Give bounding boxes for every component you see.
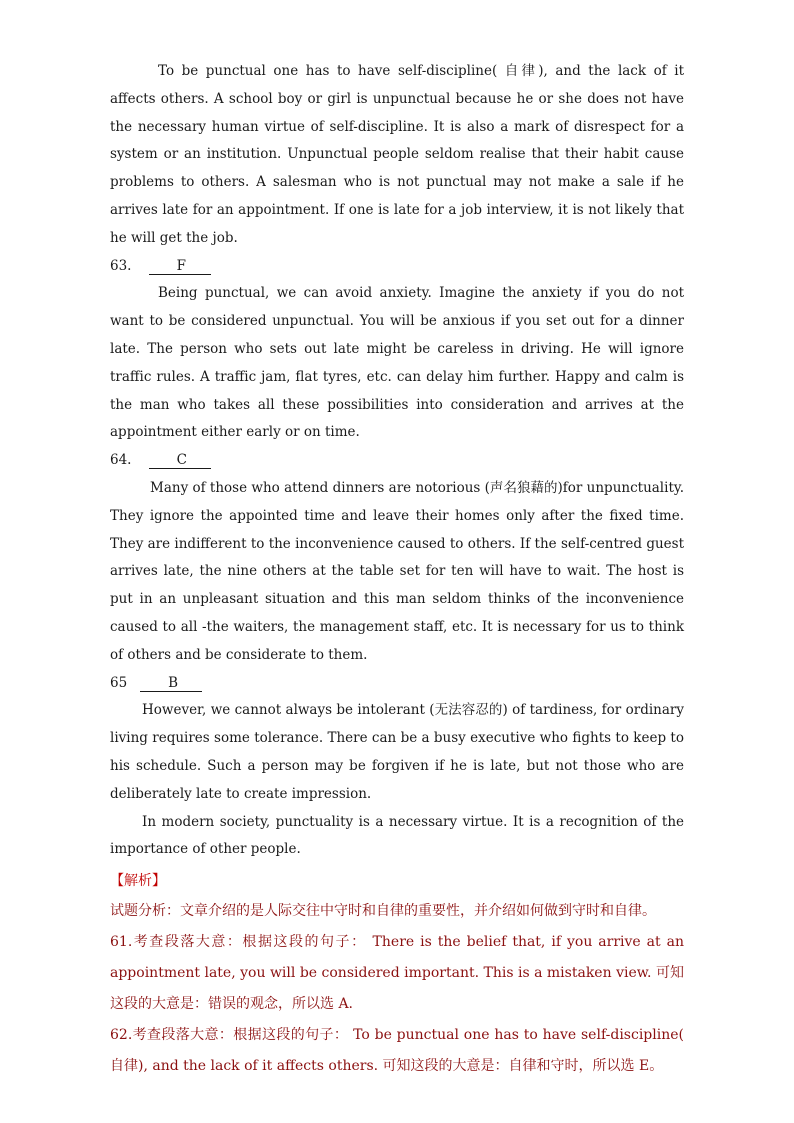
answer-blank-65: B (140, 675, 202, 692)
paragraph-self-discipline: To be punctual one has to have self-discipline( 自律), and the lack of it affects others. A school boy or girl is unpunctual because he or she does not have the necessary human virtue of self-discipline. It is also a mark of disrespect for a system or an institution. Unpunctual people seldom realise that their habit cause problems to others. A salesman who is not punctual may not make a sale if he arrives late for an appointment. If one is late for a job interview, it is not likely that he will get the job. (110, 63, 684, 246)
paragraph-avoid-anxiety: Being punctual, we can avoid anxiety. Imagine the anxiety if you do not want to be considered unpunctual. You will be anxious if you set out for a dinner late. The person who sets out late might be careless in driving. He will ignore traffic rules. A traffic jam, flat tyres, etc. can delay him further. Happy and calm is the man who takes all these possibilities into consideration and arrives at the appointment either early or on time. (110, 285, 684, 441)
document-page (110, 58, 684, 1082)
analysis-61: 61.考查段落大意：根据这段的句子： There is the belief that, if you arrive at an appointment late, you will be considered important. This is a mistaken view. 可知这段的大意是：错误的观念，所以选 A. (110, 933, 684, 1012)
question-number: 63. (110, 257, 132, 274)
answer-blank-64: C (149, 452, 211, 469)
question-number: 64. (110, 452, 132, 469)
question-number: 65 (110, 674, 128, 691)
paragraph-tolerance: However, we cannot always be intolerant (无法容忍的) of tardiness, for ordinary living requires some tolerance. There can be a busy executive who fights to keep to his schedule. Such a person may be forgiven if he is late, but not those who are deliberately late to create impression. (110, 702, 684, 802)
analysis-62: 62.考查段落大意：根据这段的句子： To be punctual one has to have self-discipline( 自律), and the lack of it affects others. 可知这段的大意是：自律和守时，所以选 E。 (110, 1026, 684, 1074)
paragraph-notorious-guests: Many of those who attend dinners are notorious (声名狼藉的)for unpunctuality. They ignore the appointed time and leave their homes only after the fixed time. They are indifferent to the inconvenience caused to others. If the self-centred guest arrives late, the nine others at the table set for ten will have to wait. The host is put in an unpleasant situation and this man seldom thinks of the inconvenience caused to all -the waiters, the management staff, etc. It is necessary for us to think of others and be considerate to them. (110, 479, 684, 663)
paragraph-modern-society: In modern society, punctuality is a necessary virtue. It is a recognition of the importance of other people. (110, 813, 684, 858)
analysis-summary: 试题分析：文章介绍的是人际交往中守时和自律的重要性，并介绍如何做到守时和自律。 (110, 902, 656, 919)
question-65 (110, 670, 684, 698)
question-63 (110, 253, 684, 281)
analysis-label: 【解析】 (110, 873, 166, 890)
question-64 (110, 447, 684, 475)
answer-blank-63: F (149, 258, 211, 275)
